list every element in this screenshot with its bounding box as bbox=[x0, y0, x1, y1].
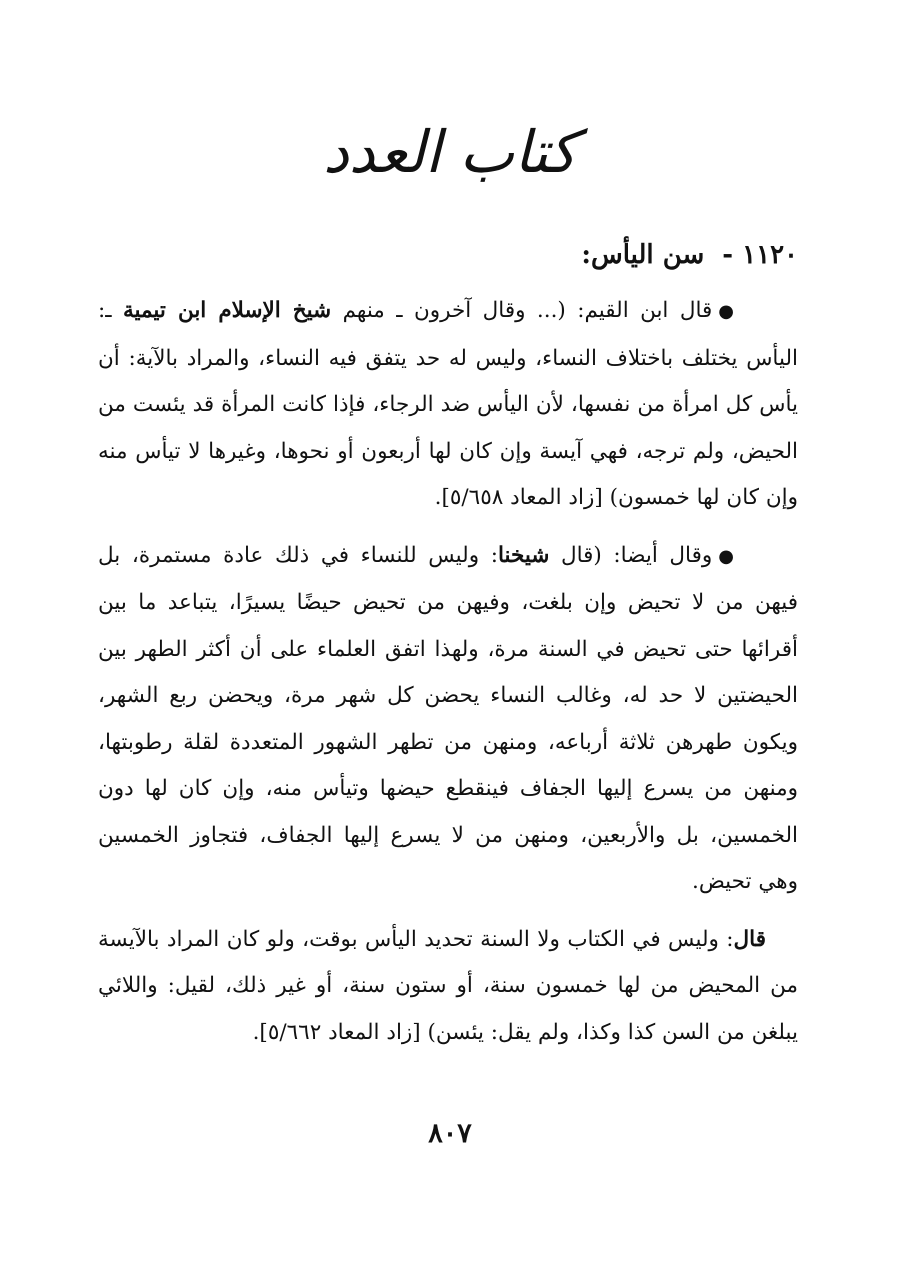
section-heading bbox=[581, 240, 798, 270]
paragraph-lead: وقال أيضا: (قال bbox=[549, 542, 713, 568]
book-title: كتاب العدد bbox=[323, 118, 577, 186]
page-number: ٨٠٧ bbox=[428, 1118, 472, 1149]
body-text bbox=[98, 288, 798, 1067]
paragraph-shaykh-quote bbox=[98, 533, 798, 906]
bullet-icon: ● bbox=[718, 301, 734, 322]
paragraph-lead: قال ابن القيم: (... وقال آخرون ـ منهم bbox=[331, 298, 713, 323]
section-title: سن اليأس: bbox=[581, 240, 705, 270]
section-number: ١١٢٠ - bbox=[722, 240, 798, 270]
paragraph-bold-name: قال bbox=[733, 926, 766, 952]
paragraph-ibn-qayyim-quote bbox=[98, 288, 798, 522]
paragraph-body: ـ: اليأس يختلف باختلاف النساء، وليس له حد يتفق فيه النساء، والمراد بالآية: أن يأس كل امرأة من نفسها، لأن اليأس ضد الرجاء، فإذا كانت المرأة قد يئست من الحيض، ولم ترجه، فهي آيسة وإن كان لها أربعون أو نحوها، وغيرها لا تيأس منه وإن كان لها خمسون) [زاد المعاد ٥/٦٥٨]. bbox=[98, 298, 798, 510]
paragraph-bold-name: شيخنا bbox=[497, 542, 550, 568]
bullet-icon: ● bbox=[718, 545, 734, 567]
paragraph-bold-name: شيخ الإسلام ابن تيمية bbox=[122, 298, 332, 323]
paragraph-body: : وليس في الكتاب ولا السنة تحديد اليأس بوقت، ولو كان المراد بالآيسة من المحيض من لها خمسون سنة، أو ستون سنة، أو غير ذلك، لقيل: واللائي يبلغن من السن كذا وكذا، ولم يقل: يئسن) [زاد المعاد ٥/٦٦٢]. bbox=[98, 926, 798, 1045]
paragraph-quran-sunnah bbox=[98, 917, 798, 1057]
paragraph-body: : وليس للنساء في ذلك عادة مستمرة، بل فيهن من لا تحيض وإن بلغت، وفيهن من تحيض حيضًا يسيرًا، يتباعد ما بين أقرائها حتى تحيض في السنة مرة، ولهذا اتفق العلماء على أن أكثر الطهر بين الحيضتين لا حد له، وغالب النساء يحضن كل شهر مرة، ويحضن ربع الشهر، ويكون طهرهن ثلاثة أرباعه، ومنهن من تطهر الشهور المتعددة لقلة رطوبتها، ومنهن من يسرع إليها الجفاف فينقطع حيضها وتيأس منه، وإن كان لها دون الخمسين، بل والأربعين، ومنهن من لا يسرع إليها الجفاف، فتجاوز الخمسين وهي تحيض. bbox=[98, 542, 798, 894]
